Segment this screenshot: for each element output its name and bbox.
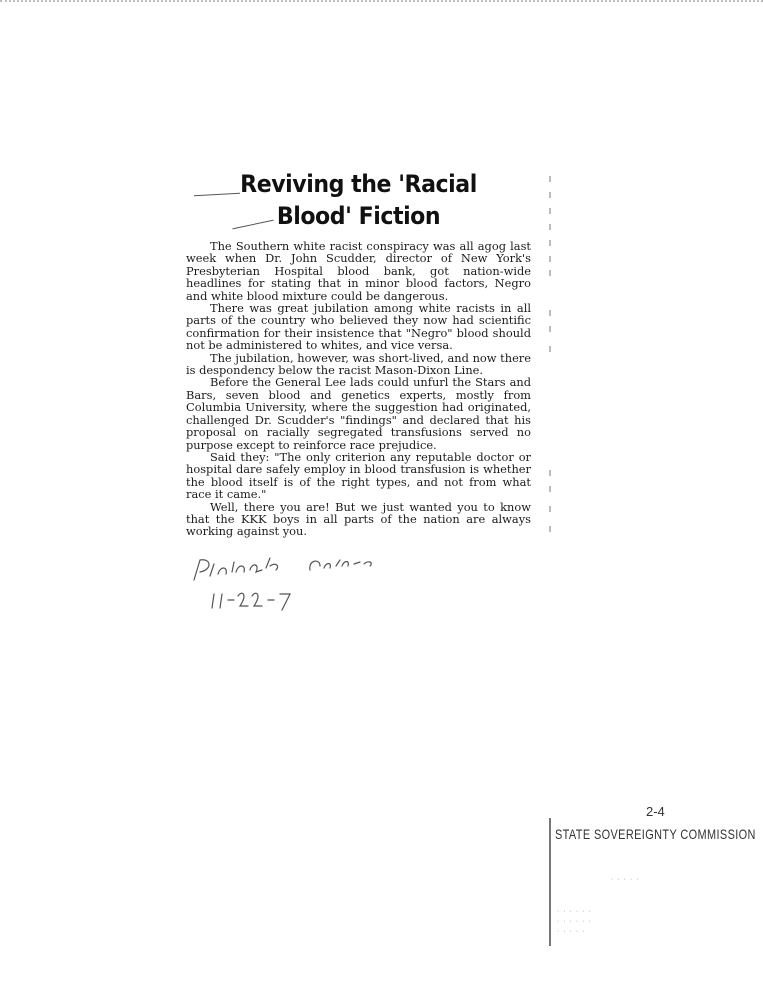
headline-line-1: Reviving the 'Racial	[240, 170, 477, 198]
headline-line-2: Blood' Fiction	[276, 202, 441, 230]
archive-stamp	[549, 804, 756, 946]
article-paragraph: Said they: "The only criterion any reputable doctor or hospital dare safely employ in blood transfusion is whether the blood itself is of the right types, and not from what race it came."	[186, 449, 531, 502]
article-body	[186, 240, 531, 538]
page-top-border	[0, 0, 763, 2]
edge-marks	[546, 170, 558, 554]
article-paragraph: Before the General Lee lads could unfurl the Stars and Bars, seven blood and genetics experts, mostly from Columbia University, where the suggestion had originated, challenged Dr. Scudder's "findings" and declared that his proposal on racially segregated transfusions served no purpose except to reinforce race prejudice.	[186, 375, 531, 452]
stamp-faint-line: · · · · · ·	[557, 918, 592, 925]
stamp-title: STATE SOVEREIGNTY COMMISSION	[555, 826, 756, 842]
handwritten-annotation	[190, 552, 430, 612]
stamp-faint-line: · · · · ·	[557, 928, 586, 935]
article-paragraph: There was great jubilation among white racists in all parts of the country who believed they now had scientific confirmation for their insistence that "Negro" blood should not be administered to whites, and vice versa.	[186, 301, 531, 353]
stamp-faint-line: · · · · · ·	[557, 908, 592, 915]
article-paragraph: The jubilation, however, was short-lived, and now there is despondency below the racist Mason-Dixon Line.	[186, 350, 531, 378]
newspaper-clipping	[186, 168, 531, 538]
stamp-number: 2-4	[646, 804, 665, 819]
article-paragraph: The Southern white racist conspiracy was all agog last week when Dr. John Scudder, director of New York's Presbyterian Hospital blood bank, got nation-wide headlines for stating that in minor blood factors, Negro and white blood mixture could be dangerous.	[186, 239, 531, 303]
article-headline	[200, 168, 517, 232]
article-paragraph: Well, there you are! But we just wanted you to know that the KKK boys in all parts of the nation are always working against you.	[186, 499, 531, 539]
edge-marks-graphic	[546, 170, 558, 550]
stamp-faint-line: · · · · ·	[611, 876, 640, 883]
